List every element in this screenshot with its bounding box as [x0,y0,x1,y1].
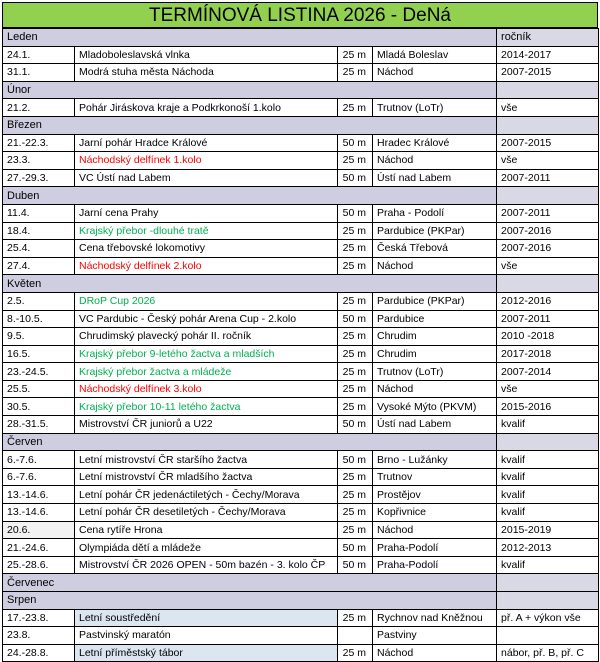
event-place: Ústí nad Labem [373,416,497,434]
event-name: Náchodský delfínek 3.kolo [75,380,338,398]
event-rocnik: kvalif [497,468,599,486]
event-row [3,46,599,64]
page-title: TERMÍNOVÁ LISTINA 2026 - DeNá [2,2,598,28]
event-date: 16.5. [3,345,75,363]
event-place: Praha - Podolí [373,204,497,222]
event-date: 21.-22.3. [3,134,75,152]
pool-length: 25 m [338,345,373,363]
pool-length: 50 m [338,310,373,328]
event-name: Olympiáda dětí a mládeže [75,539,338,557]
event-place: Pardubice (PKPar) [373,292,497,310]
event-date: 24.-28.8. [3,644,75,662]
event-date: 24.1. [3,46,75,64]
event-date: 28.-31.5. [3,416,75,434]
month-label: Srpen [3,592,497,610]
event-name: Náchodský delfínek 1.kolo [75,152,338,170]
month-row [3,574,599,592]
month-label: Červen [3,433,497,451]
event-date: 13.-14.6. [3,504,75,522]
event-row [3,257,599,275]
event-row [3,240,599,258]
event-rocnik: kvalif [497,486,599,504]
event-place: Chrudim [373,328,497,346]
event-row [3,539,599,557]
event-name: Mladoboleslavská vlnka [75,46,338,64]
event-rocnik: kvalif [497,416,599,434]
event-rocnik: 2007-2014 [497,363,599,381]
pool-length: 25 m [338,486,373,504]
event-row [3,345,599,363]
event-place: Náchod [373,64,497,82]
event-date: 6.-7.6. [3,451,75,469]
event-place: Náchod [373,521,497,539]
rocnik-header: ročník [497,29,599,47]
event-row [3,363,599,381]
pool-length: 25 m [338,521,373,539]
month-label: Únor [3,81,497,99]
event-row [3,451,599,469]
event-place: Kopřivnice [373,504,497,522]
event-place: Praha-Podolí [373,556,497,574]
event-row [3,328,599,346]
event-row [3,556,599,574]
schedule-body [3,29,599,662]
event-date: 2.5. [3,292,75,310]
pool-length: 25 m [338,328,373,346]
rocnik-header [497,592,599,610]
pool-length: 25 m [338,99,373,117]
month-row [3,116,599,134]
event-place: Hradec Králové [373,134,497,152]
event-date: 25.4. [3,240,75,258]
event-row [3,152,599,170]
event-row [3,292,599,310]
event-name: Krajský přebor 9-letého žactva a mladších [75,345,338,363]
event-row [3,310,599,328]
event-place: Pastviny [373,627,497,645]
pool-length: 25 m [338,292,373,310]
pool-length: 25 m [338,380,373,398]
event-rocnik: vše [497,257,599,275]
event-date: 30.5. [3,398,75,416]
event-name: Krajský přebor žactva a mládeže [75,363,338,381]
event-date: 18.4. [3,222,75,240]
event-name: Letní pohár ČR jedenáctiletých - Čechy/Morava [75,486,338,504]
event-row [3,609,599,627]
event-rocnik: 2007-2015 [497,64,599,82]
event-row [3,222,599,240]
event-date: 27.4. [3,257,75,275]
pool-length: 50 m [338,204,373,222]
event-date: 6.-7.6. [3,468,75,486]
event-rocnik: 2007-2011 [497,310,599,328]
event-name: Jarní cena Prahy [75,204,338,222]
event-row [3,644,599,662]
event-rocnik [497,627,599,645]
pool-length: 25 m [338,504,373,522]
event-date: 25.5. [3,380,75,398]
event-place: Náchod [373,644,497,662]
event-name: Cena třebovské lokomotivy [75,240,338,258]
month-row [3,275,599,293]
pool-length: 50 m [338,169,373,187]
event-place: Česká Třebová [373,240,497,258]
event-name: Pohár Jiráskova kraje a Podkrkonoší 1.kolo [75,99,338,117]
month-label: Duben [3,187,497,205]
event-rocnik: 2010 -2018 [497,328,599,346]
event-place: Náchod [373,257,497,275]
event-place: Náchod [373,380,497,398]
rocnik-header [497,433,599,451]
pool-length: 25 m [338,644,373,662]
event-rocnik: 2017-2018 [497,345,599,363]
event-name: Krajský přebor 10-11 letého žactva [75,398,338,416]
pool-length: 25 m [338,609,373,627]
event-date: 8.-10.5. [3,310,75,328]
event-rocnik: vše [497,99,599,117]
event-row [3,416,599,434]
event-rocnik: vše [497,380,599,398]
month-label: Květen [3,275,497,293]
event-name: Letní příměstský tábor [75,644,338,662]
event-row [3,204,599,222]
event-row [3,380,599,398]
pool-length: 25 m [338,152,373,170]
event-rocnik: kvalif [497,504,599,522]
event-name: Chrudimský plavecký pohár II. ročník [75,328,338,346]
event-date: 31.1. [3,64,75,82]
event-name: Letní mistrovství ČR staršího žactva [75,451,338,469]
month-row [3,592,599,610]
event-place: Vysoké Mýto (PKVM) [373,398,497,416]
pool-length: 50 m [338,451,373,469]
event-date: 23.8. [3,627,75,645]
event-date: 13.-14.6. [3,486,75,504]
pool-length: 25 m [338,468,373,486]
event-name: DRoP Cup 2026 [75,292,338,310]
event-rocnik: 2007-2011 [497,204,599,222]
rocnik-header [497,574,599,592]
event-name: Krajský přebor -dlouhé tratě [75,222,338,240]
pool-length: 50 m [338,539,373,557]
event-rocnik: kvalif [497,451,599,469]
event-rocnik: 2007-2016 [497,240,599,258]
pool-length: 25 m [338,240,373,258]
schedule-sheet [2,2,598,662]
event-row [3,169,599,187]
event-rocnik: 2007-2015 [497,134,599,152]
event-name: Mistrovství ČR juniorů a U22 [75,416,338,434]
event-rocnik: vše [497,152,599,170]
event-rocnik: kvalif [497,556,599,574]
pool-length: 25 m [338,257,373,275]
rocnik-header [497,275,599,293]
event-place: Brno - Lužánky [373,451,497,469]
rocnik-header [497,116,599,134]
pool-length: 50 m [338,134,373,152]
event-place: Pardubice (PKPar) [373,222,497,240]
event-date: 11.4. [3,204,75,222]
event-date: 21.-24.6. [3,539,75,557]
month-row [3,433,599,451]
event-row [3,627,599,645]
event-date: 23.-24.5. [3,363,75,381]
event-rocnik: př. A + výkon vše [497,609,599,627]
event-place: Praha-Podolí [373,539,497,557]
event-row [3,64,599,82]
event-place: Prostějov [373,486,497,504]
event-row [3,468,599,486]
event-name: Modrá stuha města Náchoda [75,64,338,82]
event-name: Náchodský delfínek 2.kolo [75,257,338,275]
pool-length: 25 m [338,363,373,381]
event-place: Ústí nad Labem [373,169,497,187]
month-row [3,187,599,205]
pool-length: 25 m [338,398,373,416]
month-label: Březen [3,116,497,134]
event-rocnik: 2015-2019 [497,521,599,539]
event-rocnik: nábor, př. B, př. C [497,644,599,662]
event-place: Mladá Boleslav [373,46,497,64]
event-place: Rychnov nad Kněžnou [373,609,497,627]
event-date: 20.6. [3,521,75,539]
event-name: Pastvinský maratón [75,627,338,645]
event-date: 21.2. [3,99,75,117]
event-date: 9.5. [3,328,75,346]
event-row [3,134,599,152]
pool-length: 25 m [338,64,373,82]
event-rocnik: 2007-2016 [497,222,599,240]
event-row [3,398,599,416]
month-row [3,29,599,47]
event-date: 17.-23.8. [3,609,75,627]
event-rocnik: 2012-2013 [497,539,599,557]
pool-length: 25 m [338,46,373,64]
pool-length: 25 m [338,222,373,240]
event-name: Cena rytíře Hrona [75,521,338,539]
event-row [3,521,599,539]
event-row [3,504,599,522]
event-place: Trutnov (LoTr) [373,363,497,381]
event-rocnik: 2007-2011 [497,169,599,187]
pool-length: 50 m [338,556,373,574]
event-place: Trutnov [373,468,497,486]
event-place: Trutnov (LoTr) [373,99,497,117]
rocnik-header [497,81,599,99]
event-name: Mistrovství ČR 2026 OPEN - 50m bazén - 3. kolo ČP [75,556,338,574]
event-row [3,99,599,117]
event-name: VC Pardubic - Český pohár Arena Cup - 2.kolo [75,310,338,328]
event-date: 23.3. [3,152,75,170]
event-name: Letní pohár ČR desetiletých - Čechy/Morava [75,504,338,522]
event-rocnik: 2014-2017 [497,46,599,64]
month-label: Červenec [3,574,497,592]
event-place: Pardubice [373,310,497,328]
pool-length [338,627,373,645]
event-name: Letní soustředění [75,609,338,627]
event-place: Chrudim [373,345,497,363]
event-name: Jarní pohár Hradce Králové [75,134,338,152]
event-rocnik: 2012-2016 [497,292,599,310]
month-label: Leden [3,29,497,47]
event-rocnik: 2015-2016 [497,398,599,416]
event-name: VC Ústí nad Labem [75,169,338,187]
month-row [3,81,599,99]
event-date: 25.-28.6. [3,556,75,574]
rocnik-header [497,187,599,205]
event-row [3,486,599,504]
event-name: Letní mistrovství ČR mladšího žactva [75,468,338,486]
schedule-table [2,28,599,662]
event-date: 27.-29.3. [3,169,75,187]
event-place: Náchod [373,152,497,170]
pool-length: 50 m [338,416,373,434]
